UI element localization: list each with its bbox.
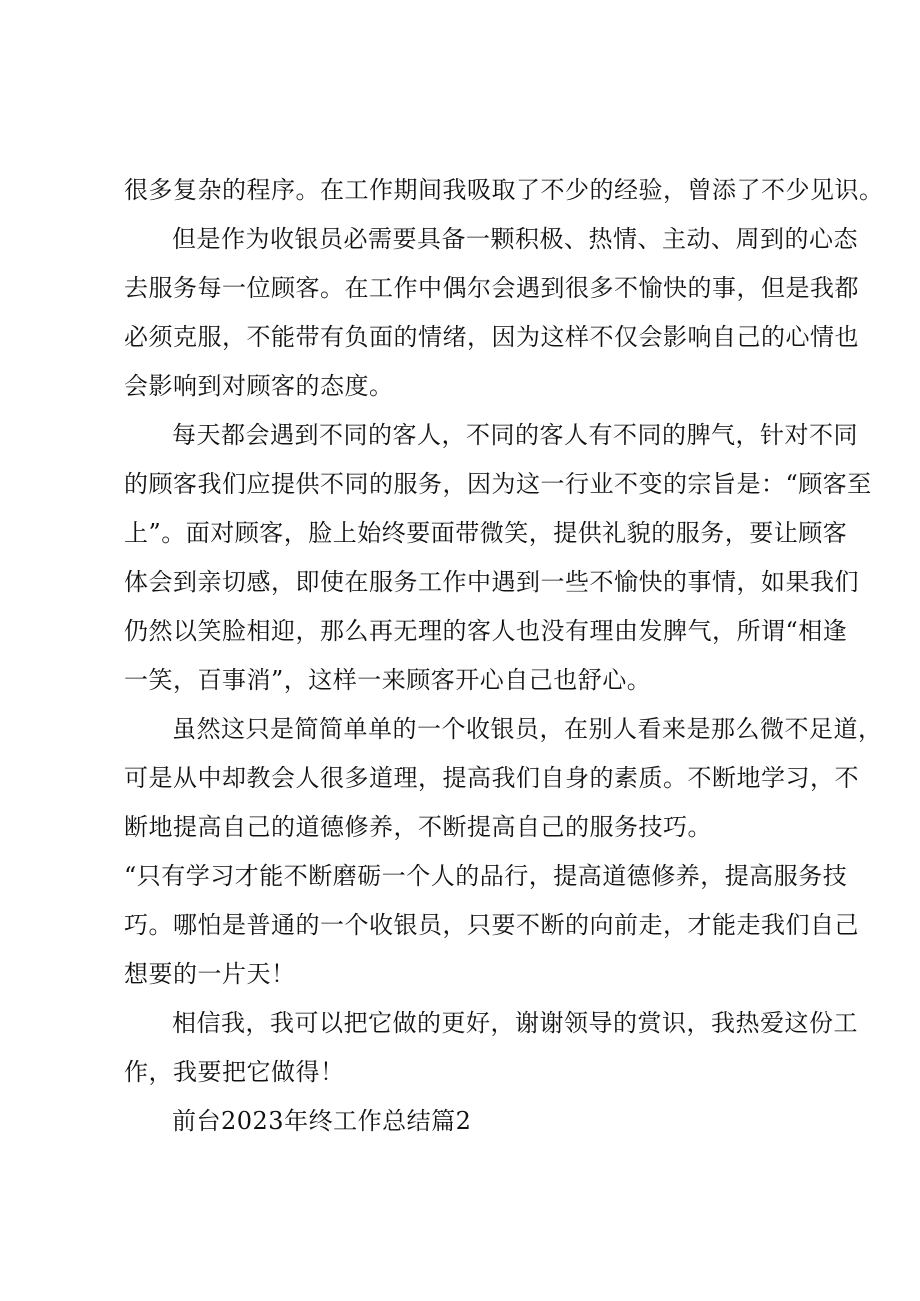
text-line: 每天都会遇到不同的客人，不同的客人有不同的脾气，针对不同 bbox=[172, 421, 858, 449]
text-line: 想要的一片天！ bbox=[124, 960, 296, 988]
text-line: 会影响到对顾客的态度。 bbox=[124, 372, 394, 400]
text-line: 上”。面对顾客，脸上始终要面带微笑，提供礼貌的服务，要让顾客 bbox=[124, 519, 848, 547]
text-line: 去服务每一位顾客。在工作中偶尔会遇到很多不愉快的事，但是我都 bbox=[124, 274, 859, 302]
text-line: 必须克服，不能带有负面的情绪，因为这样不仅会影响自己的心情也 bbox=[124, 323, 859, 351]
section-heading: 前台2023年终工作总结篇2 bbox=[172, 1107, 472, 1135]
text-line: “只有学习才能不断磨砺一个人的品行，提高道德修养，提高服务技 bbox=[124, 862, 848, 890]
text-line: 作，我要把它做得！ bbox=[124, 1058, 345, 1086]
text-line: 可是从中却教会人很多道理，提高我们自身的素质。不断地学习，不 bbox=[124, 764, 859, 792]
text-line: 但是作为收银员必需要具备一颗积极、热情、主动、周到的心态 bbox=[172, 225, 858, 253]
text-line: 虽然这只是简简单单的一个收银员，在别人看来是那么微不足道， bbox=[172, 715, 883, 743]
text-line: 很多复杂的程序。在工作期间我吸取了不少的经验，曾添了不少见识。 bbox=[124, 176, 884, 204]
text-line: 断地提高自己的道德修养，不断提高自己的服务技巧。 bbox=[124, 813, 712, 841]
text-line: 一笑，百事消”，这样一来顾客开心自己也舒心。 bbox=[124, 666, 652, 694]
text-line: 相信我，我可以把它做的更好，谢谢领导的赏识，我热爱这份工 bbox=[172, 1009, 858, 1037]
text-line: 巧。哪怕是普通的一个收银员，只要不断的向前走，才能走我们自己 bbox=[124, 911, 859, 939]
text-line: 体会到亲切感，即使在服务工作中遇到一些不愉快的事情，如果我们 bbox=[124, 568, 859, 596]
text-line: 的顾客我们应提供不同的服务，因为这一行业不变的宗旨是：“顾客至 bbox=[124, 470, 872, 498]
text-line: 仍然以笑脸相迎，那么再无理的客人也没有理由发脾气，所谓“相逢 bbox=[124, 617, 848, 645]
